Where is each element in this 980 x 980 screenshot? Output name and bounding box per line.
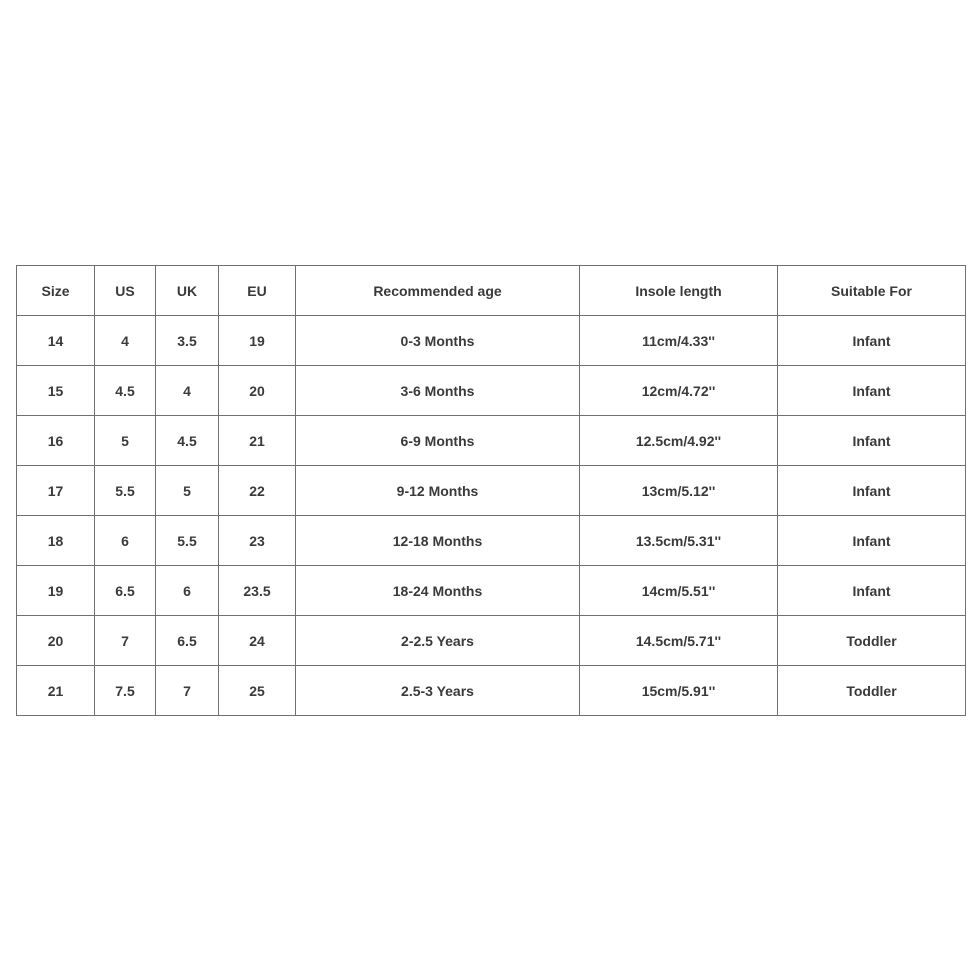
cell-recommended-age: 2.5-3 Years: [296, 666, 580, 716]
cell-eu: 20: [219, 366, 296, 416]
cell-us: 4.5: [95, 366, 156, 416]
cell-eu: 24: [219, 616, 296, 666]
header-uk: UK: [156, 266, 219, 316]
table-row: [17, 516, 966, 566]
cell-insole-length: 12cm/4.72'': [580, 366, 778, 416]
table-row: [17, 416, 966, 466]
cell-suitable-for: Infant: [778, 466, 966, 516]
cell-size: 21: [17, 666, 95, 716]
cell-suitable-for: Infant: [778, 366, 966, 416]
cell-recommended-age: 12-18 Months: [296, 516, 580, 566]
table-row: [17, 366, 966, 416]
cell-eu: 19: [219, 316, 296, 366]
cell-insole-length: 13.5cm/5.31'': [580, 516, 778, 566]
size-chart-table: [16, 265, 966, 716]
cell-suitable-for: Toddler: [778, 666, 966, 716]
cell-recommended-age: 6-9 Months: [296, 416, 580, 466]
table-row: [17, 616, 966, 666]
table-row: [17, 566, 966, 616]
cell-eu: 22: [219, 466, 296, 516]
cell-size: 15: [17, 366, 95, 416]
cell-us: 7.5: [95, 666, 156, 716]
header-recommended-age: Recommended age: [296, 266, 580, 316]
cell-uk: 6: [156, 566, 219, 616]
cell-insole-length: 12.5cm/4.92'': [580, 416, 778, 466]
cell-us: 7: [95, 616, 156, 666]
cell-size: 14: [17, 316, 95, 366]
cell-uk: 3.5: [156, 316, 219, 366]
cell-us: 5: [95, 416, 156, 466]
cell-suitable-for: Infant: [778, 516, 966, 566]
cell-insole-length: 13cm/5.12'': [580, 466, 778, 516]
cell-size: 20: [17, 616, 95, 666]
cell-size: 18: [17, 516, 95, 566]
cell-insole-length: 14.5cm/5.71'': [580, 616, 778, 666]
cell-recommended-age: 18-24 Months: [296, 566, 580, 616]
table-row: [17, 316, 966, 366]
cell-suitable-for: Infant: [778, 316, 966, 366]
cell-insole-length: 15cm/5.91'': [580, 666, 778, 716]
cell-us: 5.5: [95, 466, 156, 516]
header-eu: EU: [219, 266, 296, 316]
cell-recommended-age: 3-6 Months: [296, 366, 580, 416]
table-row: [17, 666, 966, 716]
cell-uk: 6.5: [156, 616, 219, 666]
cell-recommended-age: 2-2.5 Years: [296, 616, 580, 666]
cell-insole-length: 14cm/5.51'': [580, 566, 778, 616]
cell-uk: 5.5: [156, 516, 219, 566]
cell-insole-length: 11cm/4.33'': [580, 316, 778, 366]
cell-eu: 25: [219, 666, 296, 716]
cell-eu: 23: [219, 516, 296, 566]
cell-uk: 7: [156, 666, 219, 716]
cell-suitable-for: Infant: [778, 416, 966, 466]
cell-uk: 4: [156, 366, 219, 416]
table-body: [17, 316, 966, 716]
cell-eu: 23.5: [219, 566, 296, 616]
cell-size: 19: [17, 566, 95, 616]
cell-size: 17: [17, 466, 95, 516]
cell-uk: 5: [156, 466, 219, 516]
header-size: Size: [17, 266, 95, 316]
cell-uk: 4.5: [156, 416, 219, 466]
cell-eu: 21: [219, 416, 296, 466]
cell-suitable-for: Toddler: [778, 616, 966, 666]
header-suitable-for: Suitable For: [778, 266, 966, 316]
cell-us: 6.5: [95, 566, 156, 616]
table-header-row: [17, 266, 966, 316]
cell-recommended-age: 0-3 Months: [296, 316, 580, 366]
cell-size: 16: [17, 416, 95, 466]
cell-us: 4: [95, 316, 156, 366]
cell-us: 6: [95, 516, 156, 566]
header-insole-length: Insole length: [580, 266, 778, 316]
header-us: US: [95, 266, 156, 316]
cell-suitable-for: Infant: [778, 566, 966, 616]
table-row: [17, 466, 966, 516]
cell-recommended-age: 9-12 Months: [296, 466, 580, 516]
